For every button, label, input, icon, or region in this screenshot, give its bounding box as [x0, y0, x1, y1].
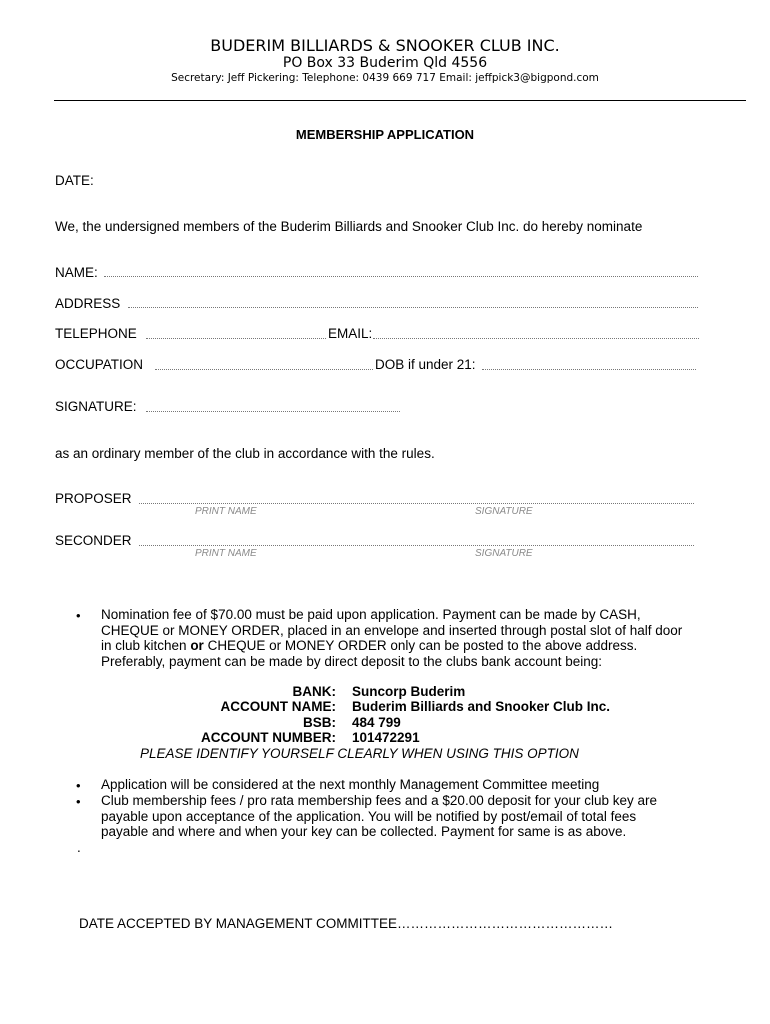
proposer-signature-caption: SIGNATURE — [475, 506, 533, 517]
date-label: DATE: — [55, 173, 94, 188]
payment-line-4: Preferably, payment can be made by direct deposit to the clubs bank account being: — [101, 653, 603, 669]
bank-value: Suncorp Buderim — [352, 684, 466, 699]
occupation-field[interactable] — [155, 369, 373, 370]
signature-label: SIGNATURE: — [55, 399, 137, 414]
signature-field[interactable] — [146, 411, 400, 412]
name-field[interactable] — [104, 276, 698, 277]
club-name: BUDERIM BILLIARDS & SNOOKER CLUB INC. — [210, 36, 560, 55]
account-name-value: Buderim Billiards and Snooker Club Inc. — [352, 699, 611, 714]
telephone-label: TELEPHONE — [55, 326, 137, 341]
seconder-field[interactable] — [139, 545, 694, 546]
telephone-field[interactable] — [146, 338, 326, 339]
bsb-label: BSB: — [303, 715, 336, 730]
fees-line-3: payable and where and when your key can be collected. Payment for same is as above. — [101, 824, 627, 840]
payment-line-3: in club kitchen or CHEQUE or MONEY ORDER only can be posted to the above address. — [101, 638, 638, 654]
account-number-value: 101472291 — [352, 730, 420, 745]
nomination-intro: We, the undersigned members of the Buderim Billiards and Snooker Club Inc. do hereby nominate — [55, 219, 643, 234]
dob-label: DOB if under 21: — [375, 357, 476, 372]
bullet: • — [76, 778, 81, 793]
bullet: • — [76, 794, 81, 809]
bank-label: BANK: — [292, 684, 336, 699]
proposer-label: PROPOSER — [55, 491, 132, 506]
date-accepted-field[interactable]: DATE ACCEPTED BY MANAGEMENT COMMITTEE………………………………………… — [79, 916, 614, 931]
header-divider — [54, 100, 746, 101]
dob-field[interactable] — [482, 369, 696, 370]
name-label: NAME: — [55, 265, 98, 280]
fees-line-2: payable upon acceptance of the application. You will be notified by post/email of total fees — [101, 808, 637, 824]
consideration-note: Application will be considered at the next monthly Management Committee meeting — [101, 777, 600, 792]
address-label: ADDRESS — [55, 296, 121, 311]
secretary-contact: Secretary: Jeff Pickering: Telephone: 0439 669 717 Email: jeffpick3@bigpond.com — [171, 72, 599, 84]
or-emphasis: or — [190, 638, 204, 654]
address-field[interactable] — [128, 307, 698, 308]
club-address: PO Box 33 Buderim Qld 4556 — [282, 55, 488, 71]
bullet: • — [76, 608, 81, 623]
fees-paragraph — [101, 793, 657, 840]
occupation-label: OCCUPATION — [55, 357, 144, 372]
seconder-label: SECONDER — [55, 533, 132, 548]
account-number-label: ACCOUNT NUMBER: — [201, 730, 336, 745]
identify-note: PLEASE IDENTIFY YOURSELF CLEARLY WHEN USING THIS OPTION — [140, 746, 579, 761]
proposer-print-name-caption: PRINT NAME — [195, 506, 257, 517]
stray-dot: . — [77, 840, 81, 855]
payment-line-1: Nomination fee of $70.00 must be paid upon application. Payment can be made by CASH, — [101, 607, 641, 622]
seconder-signature-caption: SIGNATURE — [475, 548, 533, 559]
seconder-print-name-caption: PRINT NAME — [195, 548, 257, 559]
payment-line-2: CHEQUE or MONEY ORDER, placed in an envelope and inserted through postal slot of half door — [101, 622, 683, 638]
bsb-value: 484 799 — [352, 715, 401, 730]
payment-paragraph — [101, 607, 682, 669]
email-field[interactable] — [373, 338, 699, 339]
email-label: EMAIL: — [328, 326, 373, 341]
form-title: MEMBERSHIP APPLICATION — [295, 127, 475, 142]
proposer-field[interactable] — [139, 503, 694, 504]
fees-line-1: Club membership fees / pro rata membership fees and a $20.00 deposit for your club key are — [101, 793, 658, 808]
account-name-label: ACCOUNT NAME: — [220, 699, 336, 714]
ordinary-member-text: as an ordinary member of the club in accordance with the rules. — [55, 446, 435, 461]
